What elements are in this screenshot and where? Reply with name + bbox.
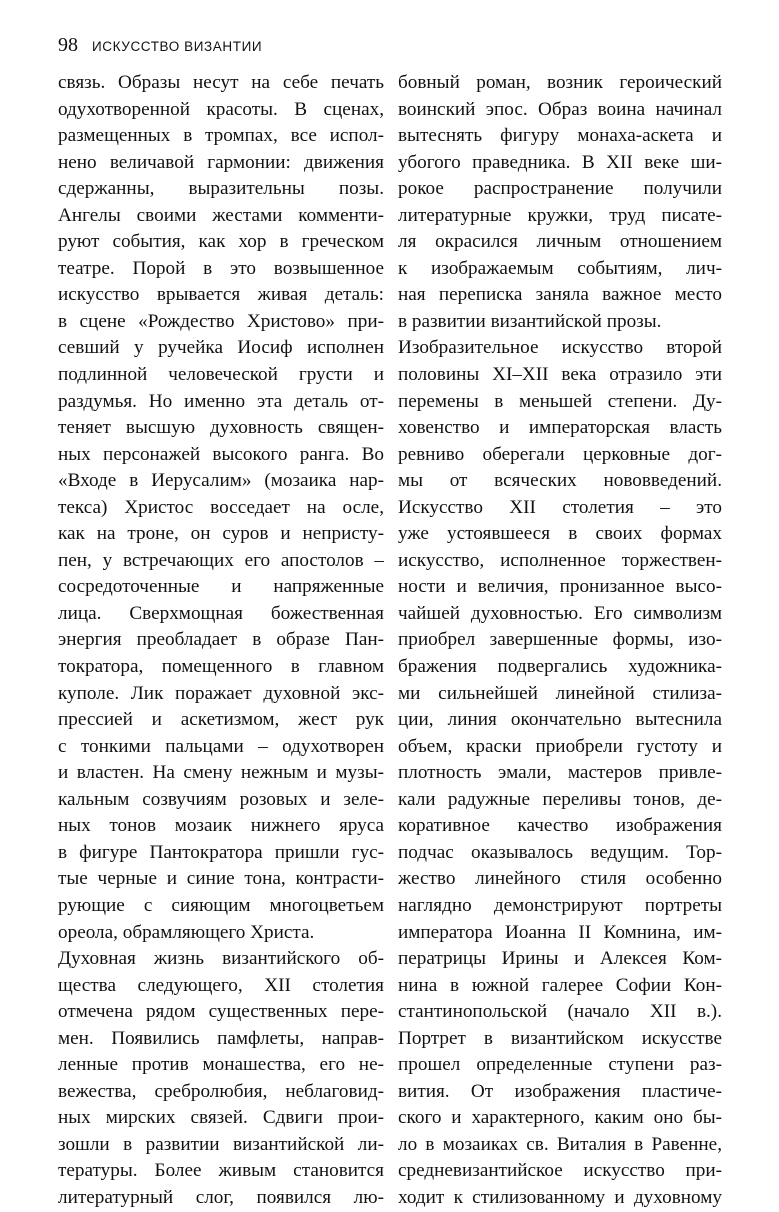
text-line: сосредоточенные и напряженные [58, 576, 384, 598]
text-line: теняет высшую духовность священ- [58, 417, 384, 439]
text-line: связь. Образы несут на себе печать [58, 72, 384, 93]
text-line: в развитии византийской прозы. [398, 310, 662, 332]
text-line: тературы. Более живым становится [58, 1160, 384, 1182]
text-line: Изобразительное искусство второй [398, 337, 722, 359]
text-line: ского и характерного, каким оно бы- [398, 1107, 722, 1129]
text-line: мы от всяческих нововведений. [398, 470, 722, 492]
text-line: бражения подвергались художника- [398, 656, 722, 678]
text-line: ореола, обрамляющего Христа. [58, 921, 315, 943]
text-line: и властен. На смену нежным и музы- [58, 762, 384, 784]
text-line: ля окрасился личным отношением [398, 231, 722, 253]
text-line: кали радужные переливы тонов, де- [398, 788, 722, 810]
text-line: энергия преобладает в образе Пан- [58, 629, 384, 651]
text-line: воинский эпос. Образ воина начинал [398, 98, 722, 120]
text-line: подчас оказывалось ведущим. Тор- [398, 841, 722, 863]
text-line: Искусство XII столетия – это [398, 496, 722, 518]
text-line: нина в южной галерее Софии Кон- [398, 974, 722, 996]
text-line: в сцене «Рождество Христово» при- [58, 310, 384, 332]
text-line: щества следующего, XII столетия [58, 974, 384, 996]
text-line: стантинопольской (начало XII в.). [398, 1001, 722, 1023]
text-line: вытеснять фигуру монаха-аскета и [398, 125, 722, 147]
text-line: подлинной человеческой грусти и [58, 364, 384, 386]
text-line: отмечена рядом существенных пере- [58, 1001, 384, 1023]
text-line: Ангелы своими жестами комменти- [58, 204, 384, 226]
text-line: рующие с сияющим многоцветьем [58, 894, 384, 916]
text-line: пен, у встречающих его апостолов – [58, 549, 384, 571]
section-title: ИСКУССТВО ВИЗАНТИИ [92, 39, 263, 54]
text-line: размещенных в тромпах, все испол- [58, 125, 384, 147]
text-line: средневизантийское искусство при- [398, 1160, 722, 1182]
text-line: тые черные и синие тона, контрасти- [58, 868, 384, 890]
text-line: искусство, исполненное торжествен- [398, 549, 722, 571]
text-line: бовный роман, возник героический [398, 72, 722, 93]
text-line: ло в мозаиках св. Виталия в Равенне, [398, 1133, 722, 1155]
text-line: в фигуре Пантократора пришли гус- [58, 841, 384, 863]
running-head [58, 34, 262, 60]
text-line: ности и величия, пронизанное высо- [398, 576, 722, 598]
text-line: перемены в меньшей степени. Ду- [398, 390, 722, 412]
text-line: севший у ручейка Иосиф исполнен [58, 337, 384, 359]
text-line: нено величавой гармонии: движения [58, 151, 384, 173]
text-line: искусство врывается живая деталь: [58, 284, 384, 306]
text-line: с тонкими пальцами – одухотворен [58, 735, 384, 757]
text-line: кальным созвучиям розовых и зеле- [58, 788, 384, 810]
text-line: раздумья. Но именно эта деталь от- [58, 390, 384, 412]
text-line: уже устоявшееся в своих формах [398, 523, 722, 545]
text-line: «Входе в Иерусалим» (мозаика нар- [58, 470, 384, 492]
text-line: мен. Появились памфлеты, направ- [58, 1027, 384, 1049]
text-line: жество линейного стиля особенно [398, 868, 722, 890]
text-line: ховенство и императорская власть [398, 417, 722, 439]
text-line: театре. Порой в это возвышенное [58, 257, 384, 279]
text-line: тократора, помещенного в главном [58, 656, 384, 678]
text-line: ных персонажей высокого ранга. Во [58, 443, 384, 465]
text-line: коративное качество изображения [398, 815, 722, 837]
text-line: половины XI–XII века отразило эти [398, 364, 722, 386]
page-number: 98 [58, 34, 78, 56]
text-line: вежества, сребролюбия, неблаговид- [58, 1080, 384, 1102]
text-line: чайшей духовностью. Его символизм [398, 602, 722, 624]
text-line: императора Иоанна II Комнина, им- [398, 921, 722, 943]
text-line: Портрет в византийском искусстве [398, 1027, 722, 1049]
text-line: текса) Христос восседает на осле, [58, 496, 384, 518]
text-line: Духовная жизнь византийского об- [58, 948, 384, 970]
text-line: к изображаемым событиям, лич- [398, 257, 722, 279]
text-line: ми сильнейшей линейной стилиза- [398, 682, 722, 704]
text-line: ператрицы Ирины и Алексея Ком- [398, 948, 722, 970]
text-line: литературные кружки, труд писате- [398, 204, 722, 226]
text-line: рокое распространение получили [398, 178, 722, 200]
text-line: зошли в развитии византийской ли- [58, 1133, 384, 1155]
text-line: руют события, как хор в греческом [58, 231, 384, 253]
text-line: ревниво оберегали церковные дог- [398, 443, 722, 465]
text-line: ных мирских связей. Сдвиги прои- [58, 1107, 384, 1129]
text-line: объем, краски приобрели густоту и [398, 735, 722, 757]
text-line: лица. Сверхмощная божественная [58, 602, 384, 624]
right-text-column [398, 70, 722, 1212]
text-line: прошел определенные ступени раз- [398, 1054, 722, 1076]
text-line: плотность эмали, мастеров привле- [398, 762, 722, 784]
text-line: ная переписка заняла важное место [398, 284, 722, 306]
left-text-column [58, 70, 384, 1212]
text-line: наглядно демонстрируют портреты [398, 894, 722, 916]
text-line: сдержанны, выразительны позы. [58, 178, 384, 200]
text-line: прессией и аскетизмом, жест рук [58, 709, 384, 731]
text-line: ходит к стилизованному и духовному [398, 1186, 722, 1208]
text-line: убогого праведника. В XII веке ши- [398, 151, 722, 173]
text-line: литературный слог, появился лю- [58, 1186, 384, 1208]
text-line: ции, линия окончательно вытеснила [398, 709, 722, 731]
text-line: одухотворенной красоты. В сценах, [58, 98, 384, 120]
text-line: ных тонов мозаик нижнего яруса [58, 815, 384, 837]
text-line: как на троне, он суров и непристу- [58, 523, 384, 545]
text-line: вития. От изображения пластиче- [398, 1080, 722, 1102]
text-line: ленные против монашества, его не- [58, 1054, 384, 1076]
text-line: приобрел завершенные формы, изо- [398, 629, 722, 651]
text-line: куполе. Лик поражает духовной экс- [58, 682, 384, 704]
